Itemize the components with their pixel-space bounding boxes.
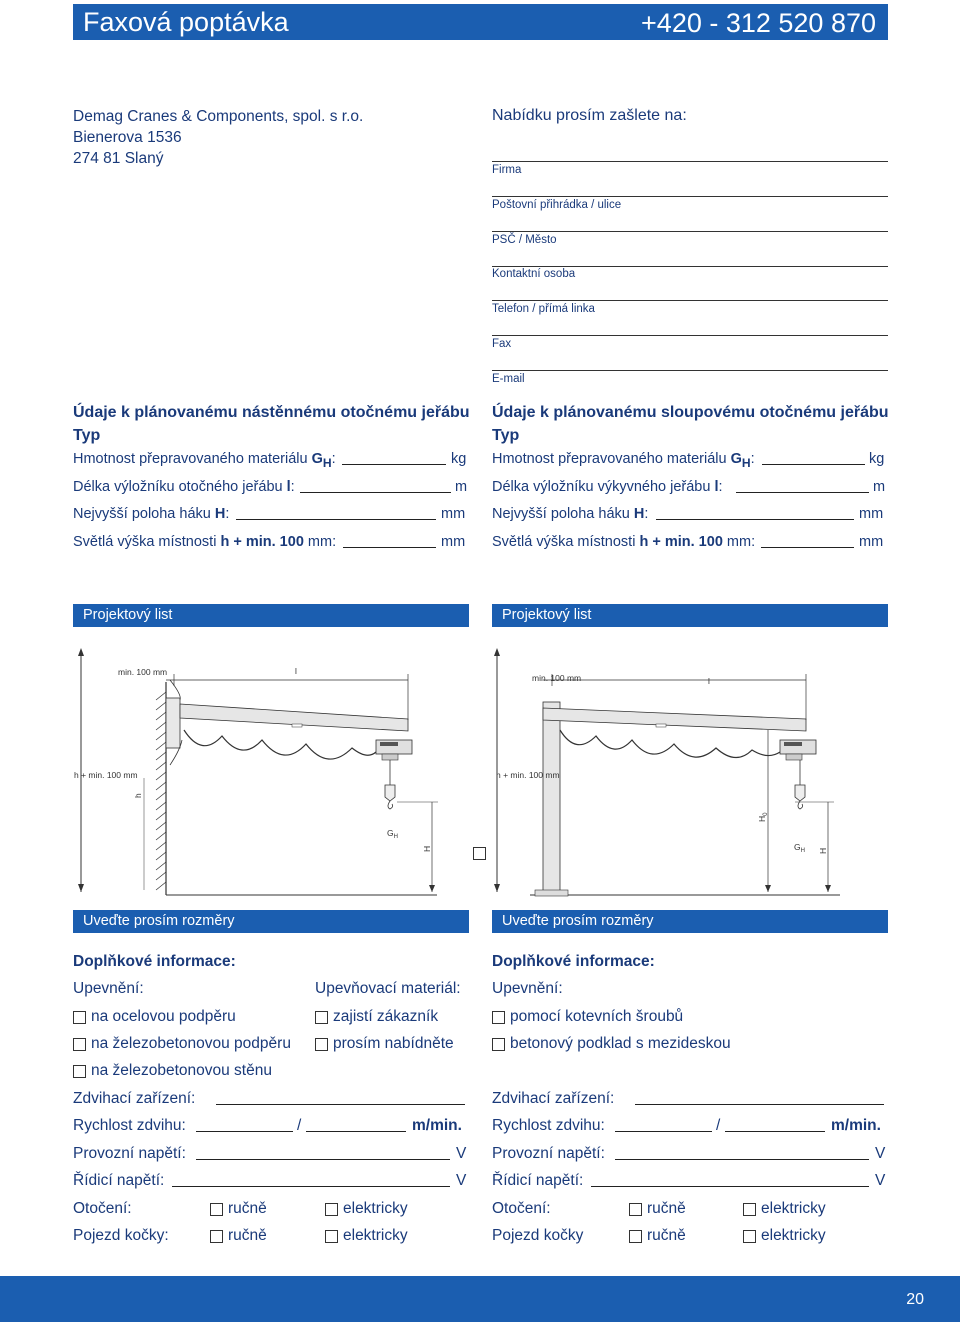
left-height-input[interactable] [343,547,436,548]
left-row-height: Světlá výška místnosti h + min. 100 mm: [73,534,337,550]
option-please-offer: prosím nabídněte [333,1035,454,1052]
left-project-bar: Projektový list [73,604,469,627]
left-hook-input[interactable] [236,519,436,520]
right-dim-l: l [708,676,710,686]
right-length-input[interactable] [736,492,869,493]
right-dim-min: min. 100 mm [532,673,582,683]
right-height-input[interactable] [761,547,854,548]
right-voltage-input[interactable] [615,1159,869,1160]
company-city: 274 81 Slaný [73,150,164,167]
right-type-label: Typ [492,427,520,444]
right-speed-label: Rychlost zdvihu: [492,1117,605,1134]
right-row-weight: Hmotnost přepravovaného materiálu $G_H$: [492,451,755,470]
right-row-height: Světlá výška místnosti h + min. 100 mm: [492,534,756,550]
company-name: Demag Cranes & Components, spol. s r.o. [73,108,364,125]
right-extra-title: Doplňkové informace: [492,953,655,970]
left-trolley-label: Pojezd kočky: [73,1227,169,1244]
left-rotation-manual: ručně [228,1200,267,1217]
left-dim-gh: $G_H$ [387,828,398,840]
right-speed-input-1[interactable] [615,1131,712,1132]
left-heading: Údaje k plánovanému nástěnnému otočnému jeřábu [73,404,470,421]
left-weight-unit: kg [451,451,467,467]
company-address [73,106,363,169]
left-speed-input-2[interactable] [306,1131,406,1132]
fax-number: +420 - 312 520 870 [641,8,876,38]
right-voltage-unit: V [875,1145,886,1162]
firma-field-line[interactable] [492,161,888,162]
right-mount-label: Upevnění: [492,980,563,997]
right-weight-unit: kg [869,451,885,467]
email-label: E-mail [492,373,525,385]
left-dim-min: min. 100 mm [118,667,168,677]
left-control-input[interactable] [172,1186,450,1187]
contact-label: Kontaktní osoba [492,268,576,280]
page-number: 20 [906,1291,924,1308]
right-row-length: Délka výložníku výkyvného jeřábu l: [492,479,723,495]
left-extra-title: Doplňkové informace: [73,953,236,970]
phone-field-line[interactable] [492,300,888,301]
left-material-label: Upevňovací materiál: [315,980,461,997]
option-anchor-bolts: pomocí kotevních šroubů [510,1008,684,1025]
right-speed-input-2[interactable] [725,1131,825,1132]
left-hook-unit: mm [441,506,466,522]
right-control-label: Řídicí napětí: [492,1172,584,1189]
right-dim-gh: $G_H$ [794,842,805,854]
checkbox-left-rotation-electric[interactable] [325,1203,338,1216]
left-dim-h: h [133,793,143,798]
right-trolley-electric: elektricky [761,1227,826,1244]
checkbox-left-trolley-manual[interactable] [210,1230,223,1243]
checkbox-concrete-wall[interactable] [73,1065,86,1078]
checkbox-steel-support[interactable] [73,1011,86,1024]
right-length-unit: m [873,479,886,495]
left-dimensions-bar: Uveďte prosím rozměry [73,910,469,933]
right-hoist-label: Zdvihací zařízení: [492,1090,615,1107]
left-voltage-unit: V [456,1145,467,1162]
right-speed-unit: m/min. [831,1117,881,1134]
right-hoist-input[interactable] [635,1104,884,1105]
left-speed-unit: m/min. [412,1117,462,1134]
option-customer-provides: zajistí zákazník [333,1008,439,1025]
checkbox-please-offer[interactable] [315,1038,328,1051]
left-trolley-electric: elektricky [343,1227,408,1244]
checkbox-right-rotation-manual[interactable] [629,1203,642,1216]
page-title: Faxová poptávka [83,7,289,37]
left-type-label: Typ [73,427,101,444]
left-dim-hmin: h + min. 100 mm [74,770,138,780]
wall-crane-drawing [62,640,472,900]
checkbox-right-trolley-manual[interactable] [629,1230,642,1243]
right-speed-sep: / [716,1117,721,1134]
right-rotation-label: Otočení: [492,1200,551,1217]
fax-label: Fax [492,338,512,350]
left-rotation-label: Otočení: [73,1200,132,1217]
offer-title: Nabídku prosím zašlete na: [492,107,687,124]
left-dim-H: H [422,845,432,852]
option-concrete-wall: na železobetonovou stěnu [91,1062,272,1079]
checkbox-right-rotation-electric[interactable] [743,1203,756,1216]
right-weight-input[interactable] [762,464,865,465]
right-hook-unit: mm [859,506,884,522]
header-bar [73,4,888,40]
left-dim-l: l [295,666,297,676]
right-dim-hmin: h + min. 100 mm [496,770,560,780]
company-street: Bienerova 1536 [73,129,182,146]
checkbox-concrete-plate[interactable] [492,1038,505,1051]
firma-label: Firma [492,164,522,176]
left-speed-input-1[interactable] [196,1131,293,1132]
left-voltage-label: Provozní napětí: [73,1145,186,1162]
right-row-hook: Nejvyšší poloha háku H: [492,506,649,522]
right-dimensions-bar: Uveďte prosím rozměry [492,910,888,933]
right-trolley-manual: ručně [647,1227,686,1244]
right-dim-H: H [818,847,828,854]
phone-label: Telefon / přímá linka [492,303,595,315]
right-rotation-electric: elektricky [761,1200,826,1217]
right-hook-input[interactable] [656,519,854,520]
street-label: Poštovní přihrádka / ulice [492,199,622,211]
right-control-input[interactable] [591,1186,869,1187]
left-height-unit: mm [441,534,466,550]
right-trolley-label: Pojezd kočky [492,1227,584,1244]
left-hoist-input[interactable] [216,1104,465,1105]
city-field-line[interactable] [492,231,888,232]
left-hoist-label: Zdvihací zařízení: [73,1090,196,1107]
left-speed-sep: / [297,1117,302,1134]
street-field-line[interactable] [492,196,888,197]
right-heading: Údaje k plánovanému sloupovému otočnému jeřábu [492,404,889,421]
fax-field-line[interactable] [492,335,888,336]
left-length-unit: m [455,479,468,495]
right-dim-h0: $H_0$ [757,812,769,822]
left-speed-label: Rychlost zdvihu: [73,1117,186,1134]
checkbox-anchor-bolts[interactable] [492,1011,505,1024]
option-steel-support: na ocelovou podpěru [91,1008,236,1025]
checkbox-customer-provides[interactable] [315,1011,328,1024]
left-trolley-manual: ručně [228,1227,267,1244]
right-control-unit: V [875,1172,886,1189]
left-mount-label: Upevnění: [73,980,144,997]
checkbox-left-rotation-manual[interactable] [210,1203,223,1216]
checkbox-right-trolley-electric[interactable] [743,1230,756,1243]
option-concrete-plate: betonový podklad s mezideskou [510,1035,731,1052]
left-voltage-input[interactable] [196,1159,450,1160]
left-row-hook: Nejvyšší poloha háku H: [73,506,230,522]
option-concrete-support: na železobetonovou podpěru [91,1035,291,1052]
left-control-unit: V [456,1172,467,1189]
left-rotation-electric: elektricky [343,1200,408,1217]
left-control-label: Řídicí napětí: [73,1172,165,1189]
contact-field-line[interactable] [492,266,888,267]
left-row-length: Délka výložníku otočného jeřábu l: [73,479,295,495]
right-rotation-manual: ručně [647,1200,686,1217]
right-voltage-label: Provozní napětí: [492,1145,605,1162]
right-height-unit: mm [859,534,884,550]
city-label: PSČ / Město [492,234,557,246]
pillar-crane-drawing [480,640,890,900]
footer-bar [0,1276,960,1322]
left-weight-input[interactable] [342,464,446,465]
right-project-bar: Projektový list [492,604,888,627]
left-row-weight: Hmotnost přepravovaného materiálu $G_H$: [73,451,336,470]
left-length-input[interactable] [300,492,451,493]
checkbox-concrete-support[interactable] [73,1038,86,1051]
checkbox-left-trolley-electric[interactable] [325,1230,338,1243]
email-field-line[interactable] [492,370,888,371]
